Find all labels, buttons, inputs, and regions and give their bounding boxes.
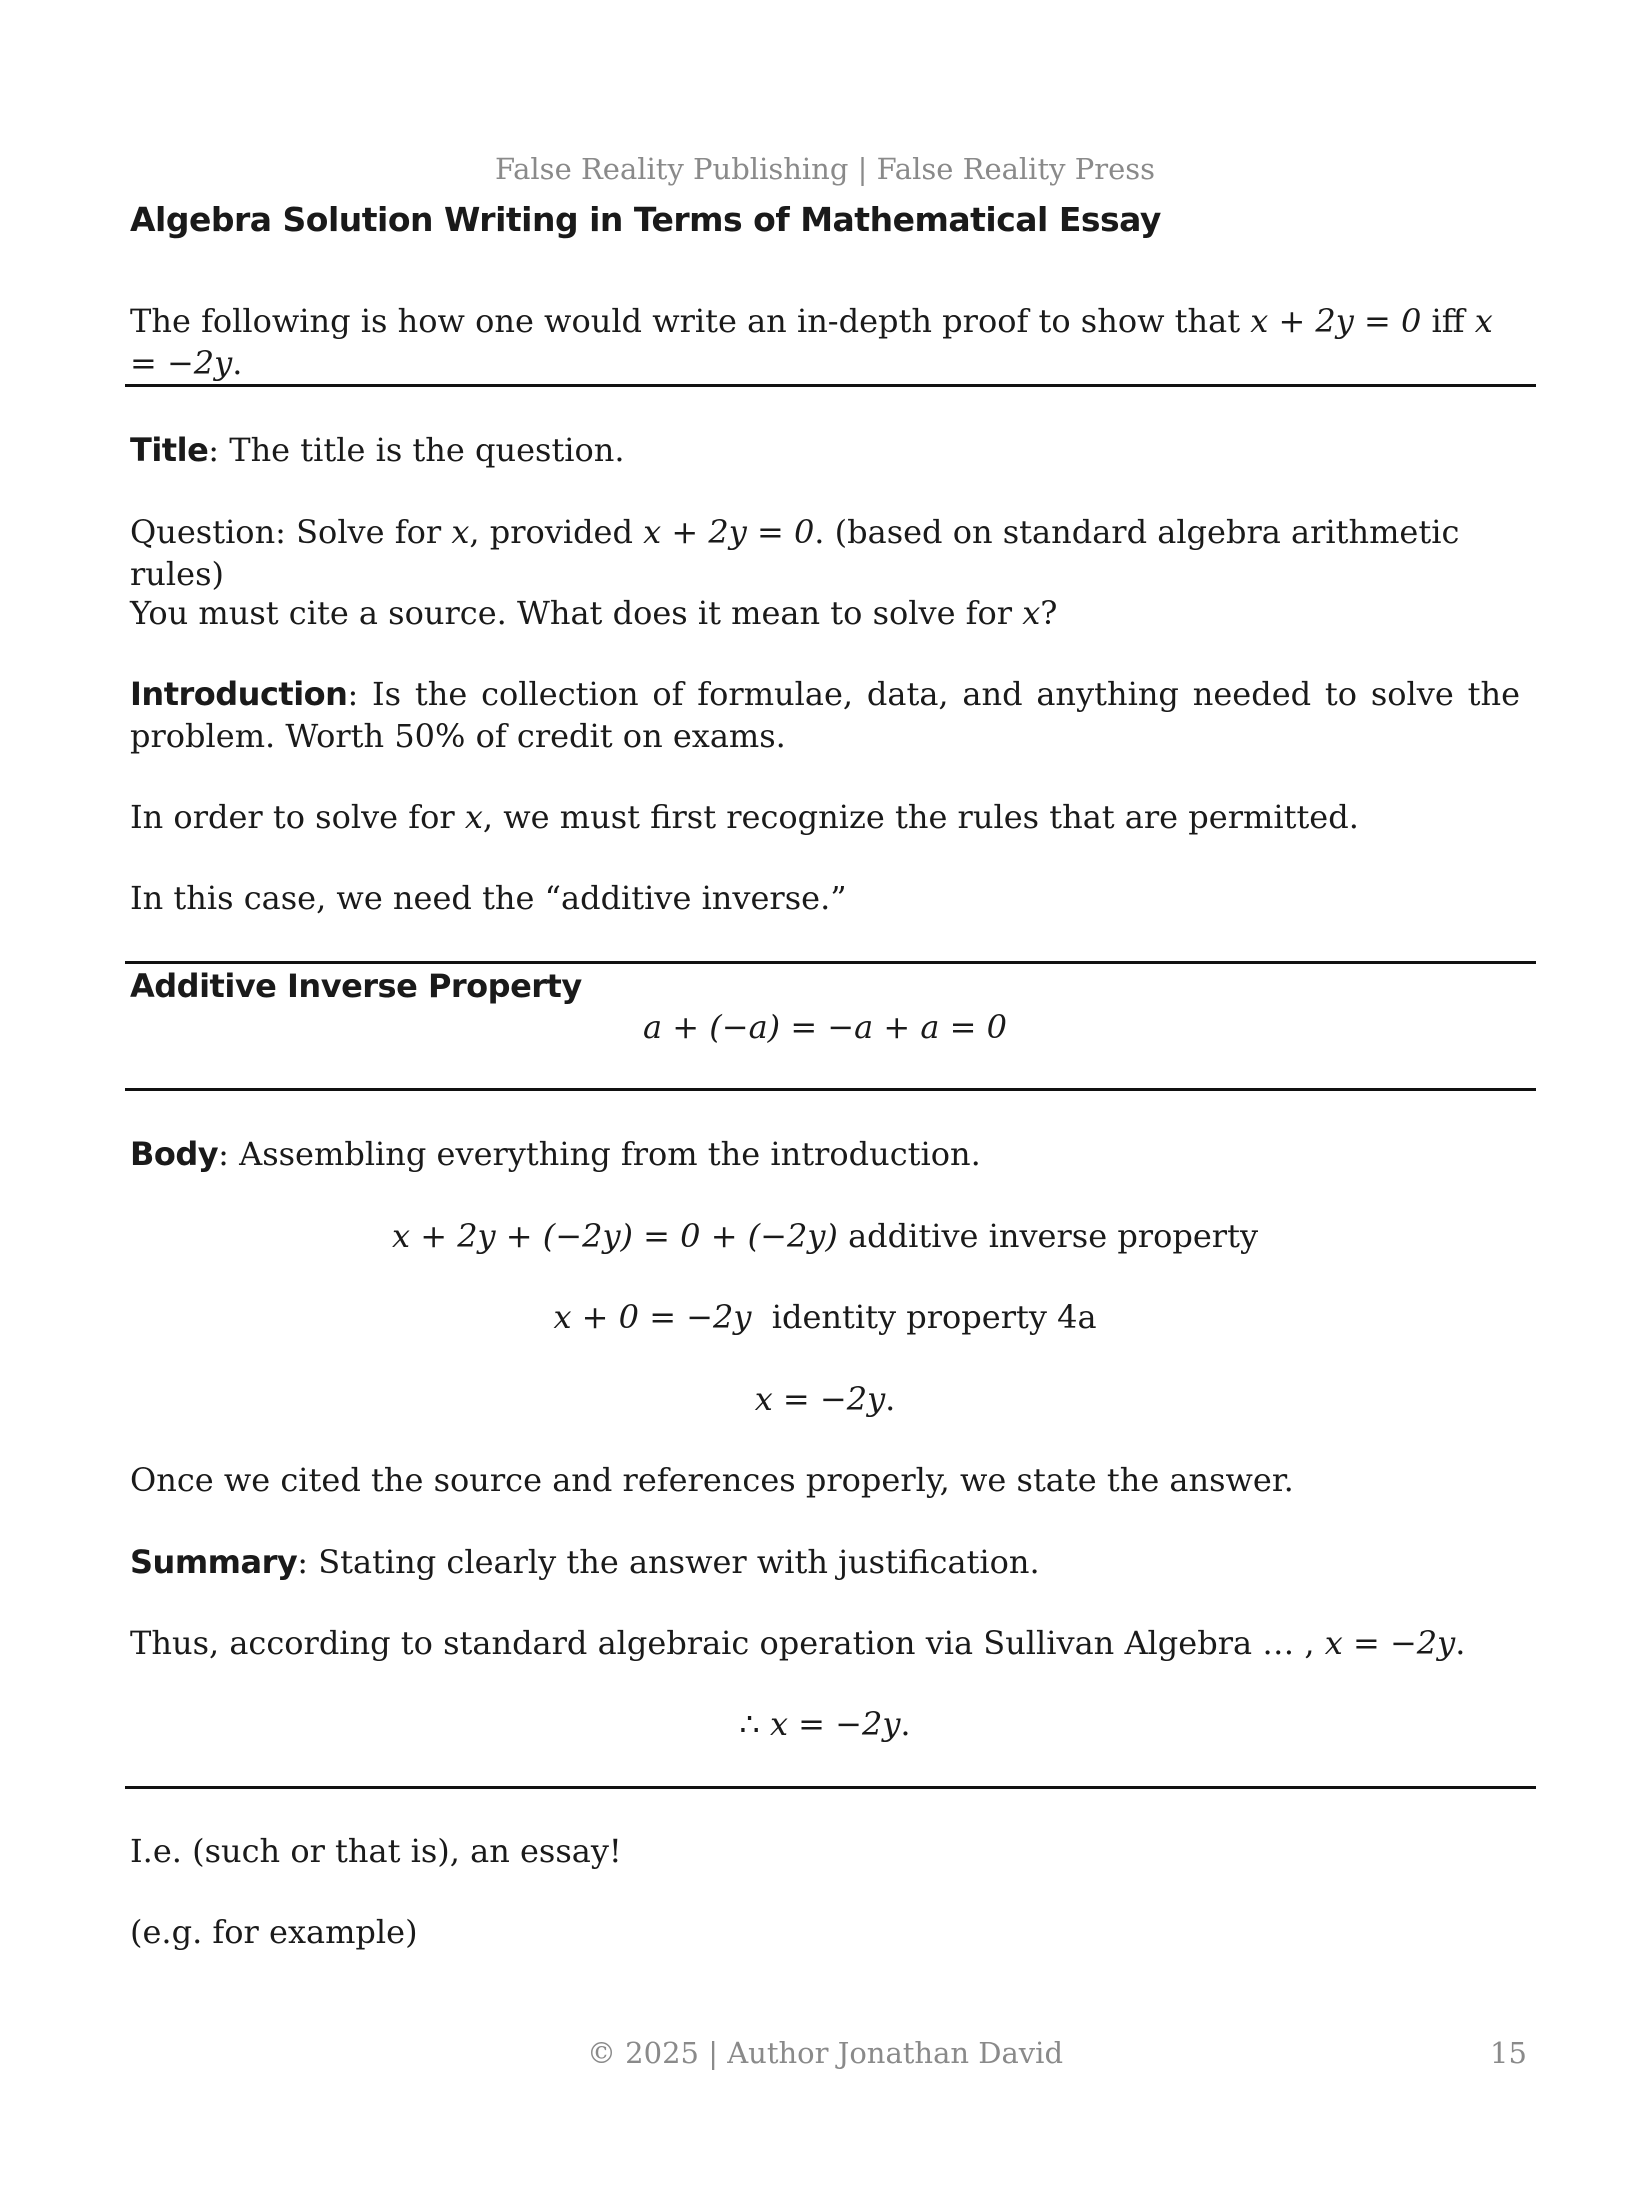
cite-variable: x [1022,594,1041,632]
step-2 [0,1296,1650,1338]
intro-paragraph [130,300,1520,384]
divider-2 [125,961,1536,964]
thus-prefix: Thus, according to standard algebraic operation via Sullivan Algebra … , [130,1624,1325,1662]
therefore-suffix: . [900,1705,911,1743]
property-formula: a + (−a) = −a + a = 0 [643,1008,1007,1046]
step-1 [0,1215,1650,1257]
document-title: Algebra Solution Writing in Terms of Mathematical Essay [130,200,1161,239]
step-3-equation: x = −2y [754,1380,886,1418]
thus-paragraph [130,1622,1520,1664]
step-1-note: additive inverse property [837,1217,1259,1255]
title-label: Title [130,431,209,469]
order-paragraph [130,796,1520,838]
thus-equation: x = −2y [1324,1624,1456,1662]
intro-equation-2: x = −2y [130,302,1493,382]
eg-paragraph: (e.g. for example) [130,1913,418,1951]
footer-copyright: © 2025 | Author Jonathan David [586,2036,1064,2070]
running-header: False Reality Publishing | False Reality Press [494,152,1156,186]
body-text: : Assembling everything from the introduction. [218,1135,981,1173]
property-heading: Additive Inverse Property [130,967,582,1005]
divider-1 [125,384,1536,387]
step-2-equation: x + 0 = −2y [553,1298,752,1336]
therefore-equation: x = −2y [769,1705,901,1743]
question-equation: x + 2y = 0 [643,513,815,551]
cite-suffix: ? [1040,594,1058,632]
step-1-equation: x + 2y + (−2y) = 0 + (−2y) [391,1217,838,1255]
ie-paragraph: I.e. (such or that is), an essay! [130,1832,622,1870]
title-paragraph [130,429,1520,471]
intro-suffix: . [232,344,243,382]
cite-prefix: You must cite a source. What does it mean to solve for [130,594,1023,632]
step-2-note: identity property 4a [751,1298,1097,1336]
summary-paragraph [130,1541,1520,1583]
intro-mid: iff [1421,302,1475,340]
question-variable: x [451,513,470,551]
step-3-note: . [885,1380,896,1418]
summary-label: Summary [130,1543,298,1581]
body-label: Body [130,1135,219,1173]
divider-3 [125,1088,1536,1091]
divider-4 [125,1786,1536,1789]
order-suffix: , we must first recognize the rules that are permitted. [482,798,1359,836]
body-paragraph [130,1133,1520,1175]
question-mid: , provided [469,513,644,551]
therefore-symbol: ∴ [739,1705,770,1743]
question-suffix: . (based on standard algebra arithmetic rules) [130,513,1460,593]
order-prefix: In order to solve for [130,798,465,836]
introduction-paragraph [130,673,1520,757]
step-3 [0,1378,1650,1420]
thus-suffix: . [1455,1624,1466,1662]
therefore-line [0,1703,1650,1745]
order-variable: x [464,798,483,836]
question-prefix: Question: Solve for [130,513,452,551]
introduction-text: : Is the collection of formulae, data, and anything needed to solve the problem. Worth 50% of credit on exams. [130,675,1520,755]
cited-paragraph: Once we cited the source and references properly, we state the answer. [130,1461,1294,1499]
question-paragraph [130,511,1520,595]
cite-paragraph [130,592,1520,634]
inverse-note: In this case, we need the “additive inverse.” [130,879,847,917]
introduction-label: Introduction [130,675,348,713]
summary-text: : Stating clearly the answer with justification. [297,1543,1040,1581]
intro-equation-1: x + 2y = 0 [1250,302,1422,340]
intro-prefix: The following is how one would write an in-depth proof to show that [130,302,1251,340]
page-number: 15 [1490,2036,1527,2070]
title-text: : The title is the question. [208,431,625,469]
